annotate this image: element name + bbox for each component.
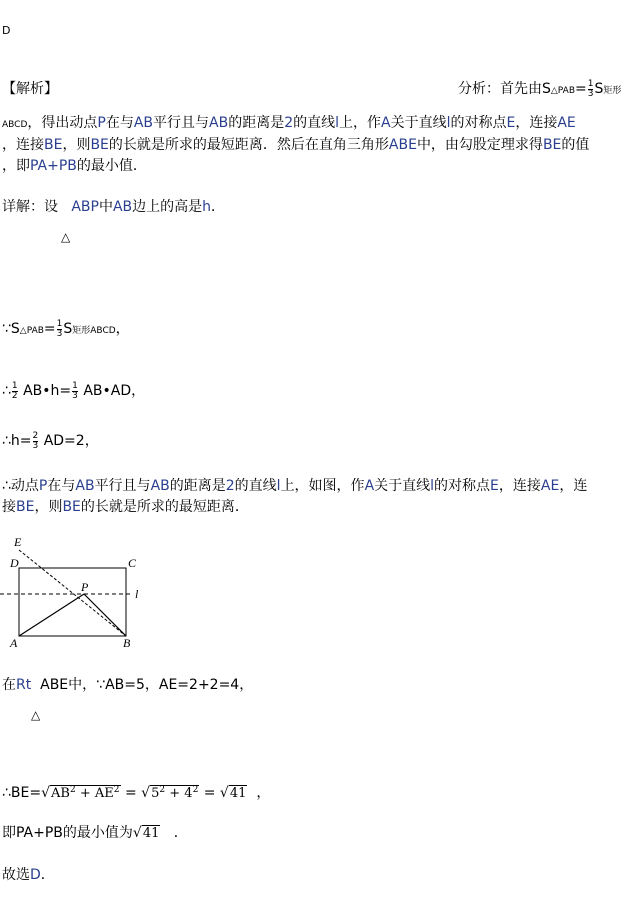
segment-ap	[19, 594, 84, 636]
geometry-figure	[0, 528, 160, 652]
segment-pb	[84, 594, 126, 636]
segment-eb	[19, 550, 126, 636]
label-p: P	[81, 580, 89, 594]
step-2: ∴ $\frac{1}{2}$ AB•h= $\frac{1}{3}$ AB•AD，	[2, 380, 146, 401]
label-a: A	[10, 636, 18, 650]
analysis-line-2: ABCD，得出动点P在与AB平行且与AB的距离是2的直线l上，作A关于直线l的对称点E，连接AE	[2, 115, 576, 131]
step-7: 即PA+PB的最小值为√41 ．	[2, 825, 188, 841]
label-l: l	[135, 587, 139, 601]
label-e: E	[14, 535, 22, 549]
step-1: ∵S△PAB= $\frac{1}{3}$ S矩形ABCD，	[2, 318, 130, 339]
step-6: $\therefore BE=√AB^2 + AE^2 = √5^2 + 4^2 = √41$ ，	[2, 785, 271, 801]
label-c: C	[128, 556, 137, 570]
label-d: D	[10, 556, 19, 570]
step-3: ∴h= $\frac{2}{3}$ AD=2，	[2, 430, 99, 451]
label-b: B	[123, 636, 131, 650]
analysis-intro: 分析：首先由S△PAB= $\frac{1}{3}$ S矩形	[458, 78, 622, 99]
section-title: 【解析】	[2, 81, 58, 97]
step-4b: 接BE，则BE的长就是所求的最短距离．	[2, 499, 249, 515]
answer-letter: D	[2, 24, 11, 37]
analysis-line-3: ，连接BE，则BE的长就是所求的最短距离．然后在直角三角形ABE中，由勾股定理求得BE的值	[2, 137, 590, 153]
fraction-one-third: $\frac{1}{3}$	[587, 78, 594, 99]
detail-line: 详解：设 ABP中AB边上的高是h．	[2, 199, 226, 215]
step-5: 在Rt ABE中，∵AB=5，AE=2+2=4，	[2, 677, 254, 693]
analysis-line-4: ，即PA+PB的最小值．	[2, 158, 147, 174]
analysis-header	[2, 78, 628, 98]
triangle-symbol: △	[61, 230, 71, 244]
step-4: ∴动点P在与AB平行且与AB的距离是2的直线l上，如图，作A关于直线l的对称点E，连接AE，连	[2, 478, 588, 494]
step-8: 故选D．	[2, 867, 55, 883]
triangle-symbol-2: △	[31, 708, 41, 722]
